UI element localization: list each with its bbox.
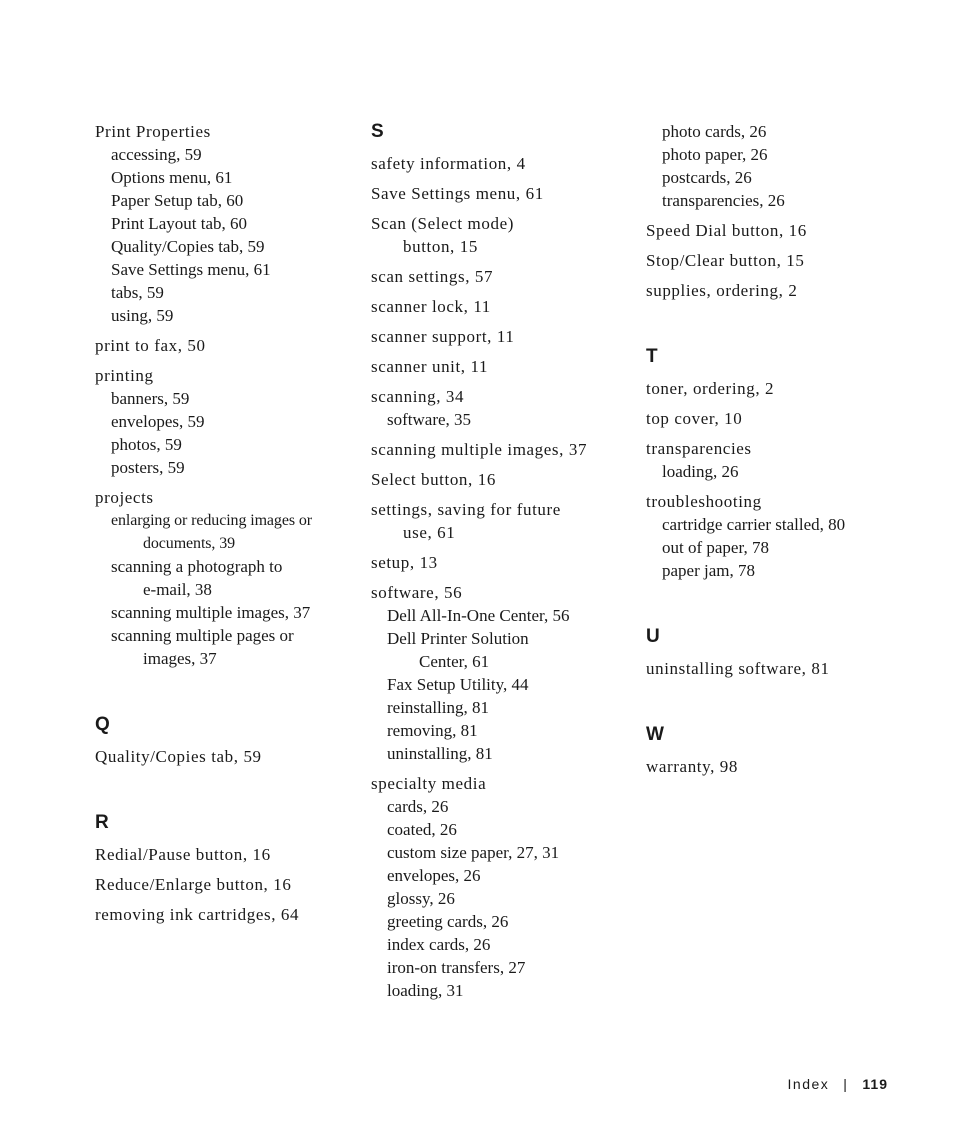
- entry-term: setup, 13: [371, 553, 438, 572]
- sub-entry: cartridge carrier stalled, 80: [662, 515, 846, 534]
- sub-entry: Fax Setup Utility, 44: [387, 675, 529, 694]
- index-entry: [646, 755, 911, 778]
- index-column-2: [371, 120, 636, 1009]
- sub-entry: loading, 26: [662, 462, 739, 481]
- index-entry: [646, 249, 911, 272]
- index-entry: [95, 903, 360, 926]
- sub-entry: [95, 624, 360, 670]
- section-letter-r: R: [95, 812, 109, 833]
- sub-entry: envelopes, 26: [387, 866, 481, 885]
- index-entry: [371, 325, 636, 348]
- entry-term: supplies, ordering, 2: [646, 281, 798, 300]
- entry-term: Quality/Copies tab, 59: [95, 747, 262, 766]
- index-entry: [371, 581, 636, 765]
- index-entry: [95, 364, 360, 479]
- entry-term: projects: [95, 488, 154, 507]
- page-number: 119: [862, 1076, 888, 1092]
- index-entry-continued: [646, 120, 911, 212]
- sub-entry: [95, 509, 360, 555]
- sub-entry: paper jam, 78: [662, 561, 755, 580]
- section-letter-q: Q: [95, 714, 110, 735]
- entry-term: specialty media: [371, 774, 487, 793]
- entry-term: scanner unit, 11: [371, 357, 489, 376]
- sub-entry: glossy, 26: [387, 889, 455, 908]
- entry-term: warranty, 98: [646, 757, 739, 776]
- index-entry: [95, 843, 360, 866]
- sub-entry: photo paper, 26: [662, 145, 768, 164]
- index-entry: [646, 279, 911, 302]
- index-entry: [95, 334, 360, 357]
- sub-entry: posters, 59: [111, 458, 185, 477]
- sub-entry: photo cards, 26: [662, 122, 767, 141]
- sub-entry: [371, 627, 636, 673]
- index-entry: [646, 377, 911, 400]
- sub-entry-continuation: documents, 39: [143, 535, 236, 552]
- sub-entry: reinstalling, 81: [387, 698, 489, 717]
- sub-entry: removing, 81: [387, 721, 478, 740]
- page-footer: [788, 1076, 888, 1092]
- sub-entry-line: scanning multiple pages or: [111, 626, 294, 645]
- index-entry: [646, 657, 911, 680]
- entry-term: [371, 498, 636, 544]
- index-entry: [371, 182, 636, 205]
- index-entry: [371, 438, 636, 461]
- sub-entry: uninstalling, 81: [387, 744, 493, 763]
- sub-entry: custom size paper, 27, 31: [387, 843, 560, 862]
- entry-term: troubleshooting: [646, 492, 762, 511]
- index-entry: [95, 120, 360, 327]
- sub-entry: index cards, 26: [387, 935, 491, 954]
- index-entry: [95, 873, 360, 896]
- sub-entry: Options menu, 61: [111, 168, 233, 187]
- index-entry: [646, 437, 911, 483]
- sub-entry: cards, 26: [387, 797, 449, 816]
- index-entry: [95, 745, 360, 768]
- entry-term: Redial/Pause button, 16: [95, 845, 271, 864]
- index-entry: [371, 772, 636, 1002]
- section-letter-w: W: [646, 724, 664, 745]
- entry-term: print to fax, 50: [95, 336, 206, 355]
- entry-term: Save Settings menu, 61: [371, 184, 544, 203]
- sub-entry-line: scanning a photograph to: [111, 557, 283, 576]
- sub-entry: Dell All-In-One Center, 56: [387, 606, 570, 625]
- entry-term: uninstalling software, 81: [646, 659, 830, 678]
- sub-entry: Save Settings menu, 61: [111, 260, 271, 279]
- index-entry: [646, 219, 911, 242]
- entry-term: scanner lock, 11: [371, 297, 491, 316]
- entry-term: software, 56: [371, 583, 463, 602]
- sub-entry: out of paper, 78: [662, 538, 769, 557]
- index-entry: [371, 152, 636, 175]
- sub-entry: Quality/Copies tab, 59: [111, 237, 265, 256]
- section-letter-s: S: [371, 121, 384, 142]
- entry-term: Speed Dial button, 16: [646, 221, 807, 240]
- index-entry: [646, 407, 911, 430]
- sub-entry: postcards, 26: [662, 168, 752, 187]
- entry-term: [371, 212, 636, 258]
- entry-line: Scan (Select mode): [371, 214, 514, 233]
- entry-term: Select button, 16: [371, 470, 496, 489]
- entry-term: toner, ordering, 2: [646, 379, 775, 398]
- entry-term: scanning multiple images, 37: [371, 440, 588, 459]
- entry-term: scanning, 34: [371, 387, 465, 406]
- sub-entry: [95, 555, 360, 601]
- entry-term: printing: [95, 366, 154, 385]
- sub-entry: accessing, 59: [111, 145, 202, 164]
- index-column-1: [95, 120, 360, 933]
- section-letter-u: U: [646, 626, 660, 647]
- entry-term: safety information, 4: [371, 154, 526, 173]
- entry-term: scanner support, 11: [371, 327, 515, 346]
- index-entry: [371, 551, 636, 574]
- index-entry: [371, 265, 636, 288]
- sub-entry: envelopes, 59: [111, 412, 205, 431]
- sub-entry: loading, 31: [387, 981, 464, 1000]
- sub-entry: photos, 59: [111, 435, 182, 454]
- sub-entry-line: Dell Printer Solution: [387, 629, 529, 648]
- entry-term: Print Properties: [95, 122, 211, 141]
- entry-continuation: use, 61: [403, 523, 456, 542]
- index-entry: [371, 468, 636, 491]
- sub-entry: using, 59: [111, 306, 174, 325]
- sub-entry: software, 35: [387, 410, 472, 429]
- sub-entry-line: enlarging or reducing images or: [111, 512, 312, 529]
- index-column-3: [646, 120, 911, 785]
- sub-entry: Print Layout tab, 60: [111, 214, 247, 233]
- entry-term: scan settings, 57: [371, 267, 494, 286]
- sub-entry: Paper Setup tab, 60: [111, 191, 244, 210]
- section-letter-t: T: [646, 346, 658, 367]
- index-entry: [95, 486, 360, 670]
- entry-term: top cover, 10: [646, 409, 743, 428]
- index-entry: [371, 212, 636, 258]
- sub-entry: tabs, 59: [111, 283, 164, 302]
- index-entry: [371, 355, 636, 378]
- entry-term: transparencies: [646, 439, 752, 458]
- sub-entry: iron-on transfers, 27: [387, 958, 526, 977]
- sub-entry: transparencies, 26: [662, 191, 785, 210]
- index-entry: [646, 490, 911, 582]
- sub-entry-continuation: e-mail, 38: [143, 580, 212, 599]
- entry-term: Stop/Clear button, 15: [646, 251, 805, 270]
- sub-entry: scanning multiple images, 37: [111, 603, 311, 622]
- index-entry: [371, 385, 636, 431]
- sub-entry: greeting cards, 26: [387, 912, 509, 931]
- sub-entry-continuation: images, 37: [143, 649, 217, 668]
- footer-section-label: Index: [787, 1076, 830, 1092]
- entry-term: removing ink cartridges, 64: [95, 905, 300, 924]
- footer-separator: |: [843, 1076, 849, 1092]
- sub-entry: coated, 26: [387, 820, 457, 839]
- entry-line: settings, saving for future: [371, 500, 561, 519]
- sub-entry-continuation: Center, 61: [419, 652, 490, 671]
- index-entry: [371, 295, 636, 318]
- index-entry: [371, 498, 636, 544]
- entry-continuation: button, 15: [403, 237, 478, 256]
- sub-entry: banners, 59: [111, 389, 190, 408]
- entry-term: Reduce/Enlarge button, 16: [95, 875, 292, 894]
